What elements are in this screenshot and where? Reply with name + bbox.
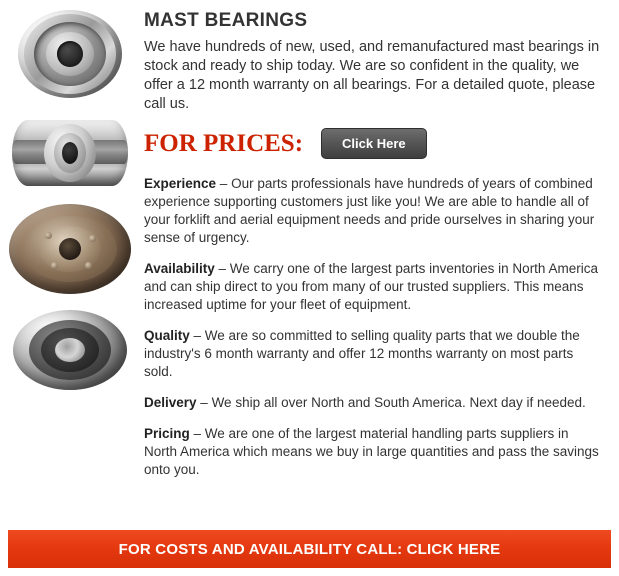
intro-paragraph: We have hundreds of new, used, and remanufactured mast bearings in stock and ready to ship today. We are so confident in the quality, we offer a 12 month warranty on all bearings. For a detailed quote, please call us.: [144, 39, 600, 112]
crowned-mast-roller-bearing-image: [10, 116, 130, 190]
bullet-text: We ship all over North and South America. Next day if needed.: [211, 395, 586, 410]
dark-mast-ball-bearing-image: [11, 308, 129, 392]
bullet-dash: –: [189, 426, 205, 441]
text-column: [140, 0, 619, 524]
bullet-text: Our parts professionals have hundreds of years of combined experience supporting customers just like you! We are able to handle all of your forklift and aerial equipment needs and pride ourselves in sharing your sense of urgency.: [144, 176, 595, 245]
bullet-dash: –: [196, 395, 212, 410]
bullet-quality: [144, 327, 605, 381]
bullet-heading: Availability: [144, 261, 215, 276]
bullet-dash: –: [214, 261, 230, 276]
bullet-heading: Pricing: [144, 426, 190, 441]
bullet-text: We are one of the largest material handling parts suppliers in North America which means we buy in large quantities and pass the savings onto you.: [144, 426, 599, 477]
bearing-bore: [62, 142, 78, 164]
bullet-text: We are so committed to selling quality parts that we double the industry's 6 month warranty and offer 12 months warranty on most parts sold.: [144, 328, 580, 379]
sheave-bore: [59, 238, 81, 260]
bearing-bore: [55, 338, 85, 362]
sheave-bolt: [85, 262, 92, 269]
prices-row: [144, 128, 605, 159]
footer-cta-bar[interactable]: FOR COSTS AND AVAILABILITY CALL: CLICK HERE: [8, 530, 611, 568]
bullet-delivery: [144, 394, 605, 412]
bearing-bore: [57, 41, 83, 67]
product-image-column: [0, 0, 140, 524]
bullet-availability: [144, 260, 605, 314]
click-here-button[interactable]: Click Here: [321, 128, 427, 159]
bullet-dash: –: [216, 176, 232, 191]
bullet-pricing: [144, 425, 605, 479]
bullet-heading: Delivery: [144, 395, 197, 410]
sheave-bolt: [51, 262, 58, 269]
for-prices-label: FOR PRICES:: [144, 129, 304, 157]
rusty-mast-sheave-bearing-image: [9, 202, 131, 296]
bullet-experience: [144, 175, 605, 247]
page-title: MAST BEARINGS: [144, 10, 308, 31]
bullet-heading: Quality: [144, 328, 190, 343]
sheave-bolt: [45, 232, 52, 239]
bullet-heading: Experience: [144, 176, 217, 191]
bullet-dash: –: [189, 328, 205, 343]
flanged-mast-roller-bearing-image: [12, 4, 128, 104]
sheave-bolt: [89, 235, 96, 242]
bullet-text: We carry one of the largest parts inventories in North America and can ship direct to you from many of our trusted suppliers. This means increased uptime for your fleet of equipment.: [144, 261, 598, 312]
